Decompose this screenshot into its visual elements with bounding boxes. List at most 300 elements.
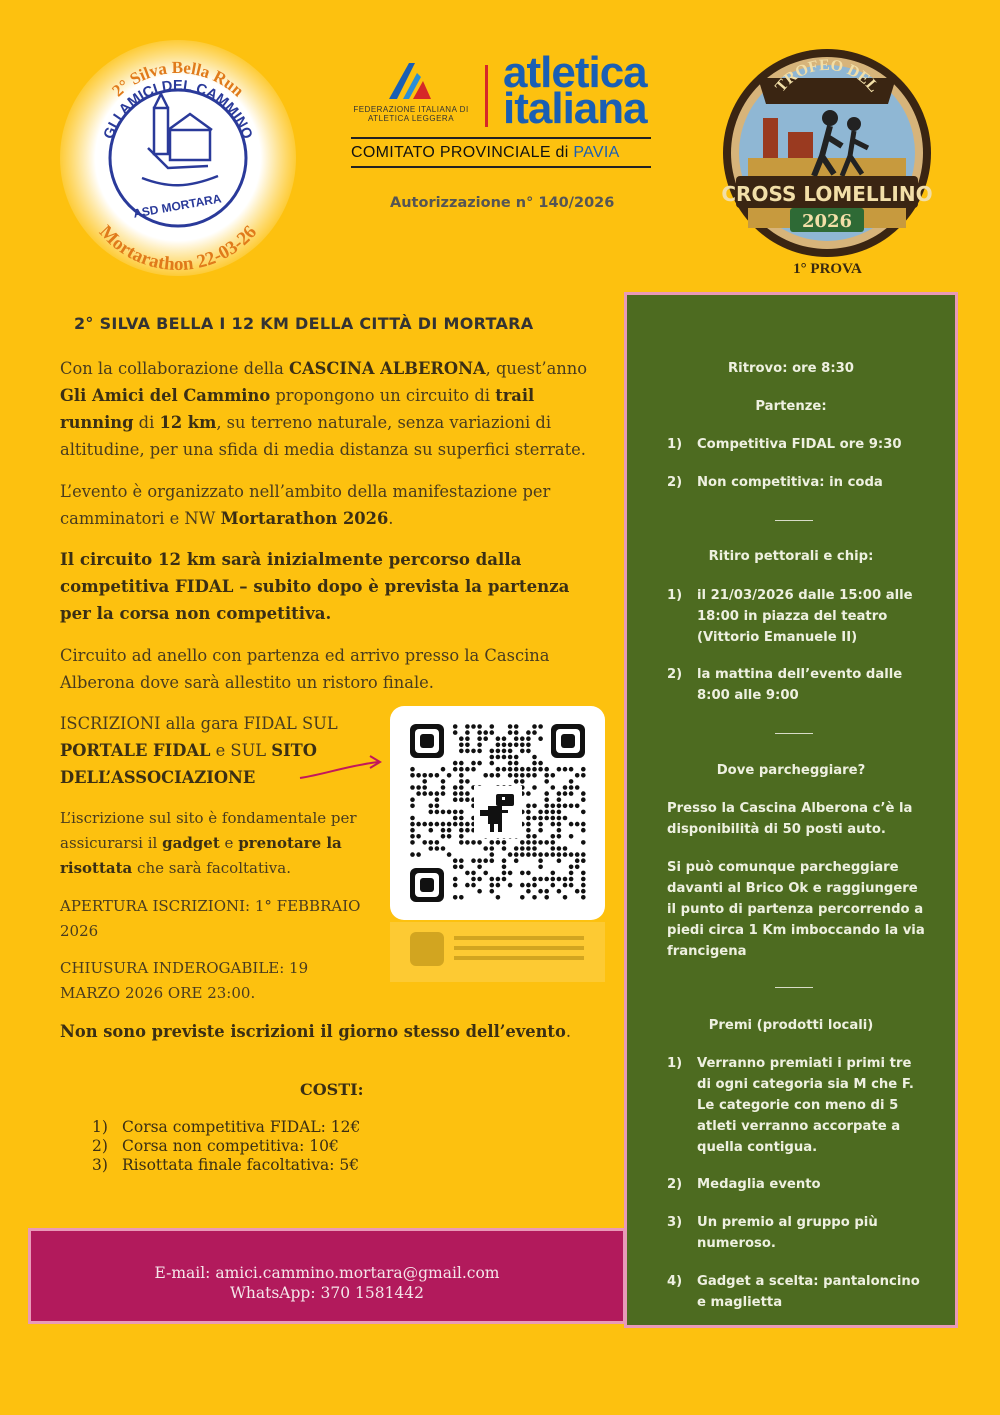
qr-module (551, 883, 556, 888)
cost-item: 1) Corsa competitiva FIDAL: 12€ (92, 1118, 361, 1136)
qr-module (502, 767, 507, 772)
qr-module (544, 840, 549, 845)
stage-label: 1° PROVA (793, 261, 862, 277)
qr-module (490, 889, 495, 894)
qr-module (490, 846, 495, 851)
registration-qr-code[interactable] (390, 706, 605, 920)
qr-module (453, 877, 458, 882)
separator (775, 520, 813, 521)
qr-module (502, 865, 507, 870)
qr-module (526, 889, 531, 894)
qr-module (410, 852, 415, 857)
qr-module (526, 871, 531, 876)
qr-module (538, 852, 543, 857)
qr-module (532, 840, 537, 845)
qr-module (514, 852, 519, 857)
qr-module (477, 858, 482, 863)
qr-module (569, 791, 574, 796)
qr-module (526, 828, 531, 833)
qr-module (532, 767, 537, 772)
qr-module (441, 767, 446, 772)
qr-module (514, 755, 519, 760)
opening-date: APERTURA ISCRIZIONI: 1° FEBBRAIO 2026 (60, 897, 361, 940)
qr-module (496, 755, 501, 760)
qr-module (490, 730, 495, 735)
qr-module (569, 834, 574, 839)
qr-module (502, 871, 507, 876)
qr-module (429, 791, 434, 796)
qr-module (581, 889, 586, 894)
qr-module (410, 840, 415, 845)
qr-module (459, 828, 464, 833)
qr-module (502, 846, 507, 851)
qr-module (447, 822, 452, 827)
qr-module (459, 797, 464, 802)
qr-module (544, 779, 549, 784)
qr-module (575, 773, 580, 778)
qr-module (581, 822, 586, 827)
qr-module (532, 883, 537, 888)
qr-module (477, 877, 482, 882)
qr-module (416, 822, 421, 827)
qr-module (508, 883, 513, 888)
qr-module (435, 840, 440, 845)
qr-module (490, 852, 495, 857)
qr-module (453, 724, 458, 729)
qr-module (465, 767, 470, 772)
qr-module (532, 761, 537, 766)
qr-module (422, 822, 427, 827)
qr-module (435, 791, 440, 796)
contact-box (28, 1228, 626, 1324)
qr-module (575, 804, 580, 809)
qr-module (477, 889, 482, 894)
qr-module (551, 846, 556, 851)
site-note-paragraph: L’iscrizione sul sito è fondamentale per assicurarsi il gadget e prenotare la risottata che sarà facoltativa. (60, 809, 357, 877)
qr-module (508, 767, 513, 772)
prize-item: 4) Gadget a scelta: pantaloncino e maglietta (667, 1274, 920, 1310)
qr-module (483, 846, 488, 851)
qr-module (459, 858, 464, 863)
qr-module (496, 749, 501, 754)
logo-right-arc: TROFEO DEL (772, 56, 882, 96)
qr-module (416, 785, 421, 790)
qr-module (569, 865, 574, 870)
qr-module (490, 724, 495, 729)
qr-module (465, 779, 470, 784)
qr-module (435, 822, 440, 827)
qr-module (575, 889, 580, 894)
qr-module (465, 797, 470, 802)
qr-module (538, 865, 543, 870)
qr-module (520, 743, 525, 748)
qr-module (459, 767, 464, 772)
qr-module (483, 730, 488, 735)
qr-module (459, 761, 464, 766)
qr-module (520, 779, 525, 784)
qr-module (496, 883, 501, 888)
qr-module (447, 834, 452, 839)
qr-module (416, 852, 421, 857)
qr-module (502, 743, 507, 748)
cost-item: 2) Corsa non competitiva: 10€ (92, 1137, 339, 1155)
qr-module (563, 877, 568, 882)
qr-module (490, 749, 495, 754)
logo-right-year: 2026 (801, 211, 853, 232)
qr-module (526, 810, 531, 815)
qr-module (544, 767, 549, 772)
qr-module (459, 779, 464, 784)
qr-module (563, 816, 568, 821)
qr-module (429, 846, 434, 851)
qr-module (435, 846, 440, 851)
qr-module (459, 785, 464, 790)
qr-module (453, 785, 458, 790)
qr-module (532, 785, 537, 790)
qr-module (557, 852, 562, 857)
qr-module (508, 749, 513, 754)
qr-module (429, 840, 434, 845)
qr-module (532, 895, 537, 900)
qr-module (551, 877, 556, 882)
qr-module (526, 804, 531, 809)
qr-module (520, 846, 525, 851)
parking-title: Dove parcheggiare? (716, 763, 866, 778)
qr-module (532, 724, 537, 729)
qr-module (459, 834, 464, 839)
qr-module (526, 883, 531, 888)
qr-module (575, 785, 580, 790)
qr-module (429, 810, 434, 815)
qr-module (441, 828, 446, 833)
qr-module (471, 883, 476, 888)
qr-module (490, 883, 495, 888)
qr-module (447, 828, 452, 833)
logo-left-arc-bottom: Mortarathon 22-03-26 (94, 221, 262, 276)
qr-module (544, 773, 549, 778)
qr-module (526, 846, 531, 851)
qr-module (526, 749, 531, 754)
qr-module (502, 736, 507, 741)
qr-module (471, 749, 476, 754)
qr-module (429, 804, 434, 809)
qr-module (508, 871, 513, 876)
qr-module (465, 749, 470, 754)
qr-module (538, 736, 543, 741)
qr-module (459, 791, 464, 796)
qr-module (581, 797, 586, 802)
qr-module (557, 810, 562, 815)
qr-module (557, 816, 562, 821)
qr-module (526, 767, 531, 772)
qr-module (453, 895, 458, 900)
qr-module (453, 858, 458, 863)
silva-bella-run-logo (58, 38, 298, 278)
qr-module (465, 828, 470, 833)
qr-module (453, 797, 458, 802)
qr-module (435, 773, 440, 778)
qr-module (581, 840, 586, 845)
qr-module (453, 816, 458, 821)
qr-module (551, 804, 556, 809)
qr-module (496, 736, 501, 741)
qr-module (496, 767, 501, 772)
qr-module (465, 791, 470, 796)
qr-module (441, 791, 446, 796)
qr-module (575, 822, 580, 827)
qr-module (453, 730, 458, 735)
qr-module (551, 785, 556, 790)
qr-module (563, 883, 568, 888)
qr-module (569, 767, 574, 772)
qr-module (459, 773, 464, 778)
qr-module (410, 785, 415, 790)
logo-left-club: ASD MORTARA (132, 191, 223, 221)
qr-module (526, 736, 531, 741)
qr-module (551, 834, 556, 839)
qr-module (471, 761, 476, 766)
qr-module (410, 828, 415, 833)
qr-module (557, 797, 562, 802)
qr-module (514, 779, 519, 784)
qr-module (514, 846, 519, 851)
qr-module (465, 736, 470, 741)
qr-module (490, 877, 495, 882)
start-item: 1) Competitiva FIDAL ore 9:30 (667, 437, 902, 452)
qr-module (538, 724, 543, 729)
qr-module (514, 761, 519, 766)
qr-module (532, 877, 537, 882)
qr-module (532, 834, 537, 839)
qr-module (416, 791, 421, 796)
qr-module (435, 797, 440, 802)
qr-module (520, 773, 525, 778)
qr-module (551, 810, 556, 815)
qr-module (551, 871, 556, 876)
qr-module (551, 840, 556, 845)
qr-module (410, 773, 415, 778)
qr-module (471, 858, 476, 863)
qr-module (538, 889, 543, 894)
start-item: 2) Non competitiva: in coda (667, 475, 883, 490)
qr-module (563, 785, 568, 790)
qr-module (520, 767, 525, 772)
qr-module (557, 804, 562, 809)
logo-left-arc-top: 2° Silva Bella Run (108, 57, 248, 101)
qr-module (477, 730, 482, 735)
fidal-committee: COMITATO PROVINCIALE di PAVIA (351, 137, 651, 168)
qr-module (502, 755, 507, 760)
qr-module (544, 791, 549, 796)
qr-module (526, 834, 531, 839)
qr-module (520, 749, 525, 754)
qr-module (459, 865, 464, 870)
qr-module (575, 858, 580, 863)
qr-module (490, 773, 495, 778)
qr-module (483, 871, 488, 876)
costs-title: COSTI: (300, 1080, 364, 1099)
qr-module (581, 852, 586, 857)
qr-module (410, 797, 415, 802)
qr-module (429, 828, 434, 833)
separator (775, 733, 813, 734)
qr-module (569, 779, 574, 784)
qr-module (459, 822, 464, 827)
qr-module (581, 895, 586, 900)
qr-module (496, 773, 501, 778)
bib-pickup-item: 2) la mattina dell’evento dalle 8:00 alle 9:00 (667, 667, 903, 703)
qr-module (526, 822, 531, 827)
qr-module (532, 730, 537, 735)
qr-module (441, 834, 446, 839)
qr-module (508, 755, 513, 760)
registration-paragraph: ISCRIZIONI alla gara FIDAL SUL PORTALE FIDAL e SUL SITO DELL’ASSOCIAZIONE (60, 714, 338, 787)
qr-module (422, 840, 427, 845)
qr-module (544, 852, 549, 857)
qr-module (563, 791, 568, 796)
qr-module (581, 828, 586, 833)
qr-module (514, 767, 519, 772)
qr-module (496, 840, 501, 845)
qr-module (532, 816, 537, 821)
qr-module (514, 724, 519, 729)
qr-module (447, 852, 452, 857)
info-panel (624, 292, 958, 1328)
qr-module (581, 791, 586, 796)
qr-module (410, 816, 415, 821)
qr-module (557, 889, 562, 894)
qr-module (477, 865, 482, 870)
authorization-number: Autorizzazione n° 140/2026 (390, 195, 615, 211)
qr-module (508, 773, 513, 778)
logo-right-name: CROSS LOMELLINO (721, 182, 933, 206)
qr-module (477, 743, 482, 748)
qr-module (465, 840, 470, 845)
qr-module (581, 810, 586, 815)
qr-module (422, 779, 427, 784)
qr-module (496, 877, 501, 882)
qr-module (563, 852, 568, 857)
contact-whatsapp[interactable]: WhatsApp: 370 1581442 (229, 1284, 425, 1302)
prizes-title: Premi (prodotti locali) (708, 1018, 874, 1033)
qr-module (441, 810, 446, 815)
qr-module (532, 804, 537, 809)
qr-module (508, 743, 513, 748)
qr-module (569, 871, 574, 876)
qr-module (557, 822, 562, 827)
qr-module (465, 883, 470, 888)
qr-module (514, 730, 519, 735)
qr-module (544, 797, 549, 802)
qr-module (514, 743, 519, 748)
qr-module (410, 834, 415, 839)
qr-module (532, 852, 537, 857)
qr-module (422, 785, 427, 790)
qr-module (538, 858, 543, 863)
qr-module (477, 724, 482, 729)
qr-module (435, 804, 440, 809)
qr-module (490, 858, 495, 863)
qr-module (459, 749, 464, 754)
qr-module (453, 791, 458, 796)
arrow-icon (296, 752, 386, 782)
qr-module (575, 865, 580, 870)
qr-module (435, 810, 440, 815)
qr-module (569, 785, 574, 790)
no-same-day-note: Non sono previste iscrizioni il giorno stesso dell’evento. (60, 1022, 572, 1041)
prize-item: 2) Medaglia evento (667, 1177, 821, 1192)
qr-module (477, 736, 482, 741)
qr-module (483, 773, 488, 778)
qr-module (551, 816, 556, 821)
qr-module (502, 749, 507, 754)
qr-module (471, 840, 476, 845)
qr-module (557, 767, 562, 772)
qr-module (471, 724, 476, 729)
qr-module (581, 858, 586, 863)
qr-module (581, 877, 586, 882)
qr-module (581, 767, 586, 772)
prize-item: 1) Verranno premiati i primi tre di ogni categoria sia M che F. Le categorie con meno di 5 atleti verranno accorpate a quella contigua. (667, 1056, 914, 1155)
page-title: 2° SILVA BELLA I 12 KM DELLA CITTÀ DI MORTARA (74, 314, 534, 333)
qr-module (459, 840, 464, 845)
bib-pickup-item: 1) il 21/03/2026 dalle 15:00 alle 18:00 in piazza del teatro (Vittorio Emanuele II) (667, 588, 913, 645)
qr-module (453, 865, 458, 870)
qr-module (544, 810, 549, 815)
qr-module (538, 810, 543, 815)
qr-module (520, 883, 525, 888)
qr-module (465, 743, 470, 748)
qr-module (544, 895, 549, 900)
qr-module (544, 816, 549, 821)
closing-date: CHIUSURA INDEROGABILE: 19 MARZO 2026 ORE 23:00. (60, 959, 309, 1002)
qr-module (557, 791, 562, 796)
qr-module (514, 858, 519, 863)
qr-module (471, 871, 476, 876)
starts-title: Partenze: (755, 399, 827, 414)
qr-module (465, 730, 470, 735)
qr-module (459, 736, 464, 741)
intro-paragraph: Con la collaborazione della CASCINA ALBERONA, quest’anno Gli Amici del Cammino propongono un circuito di trail running di 12 km, su terreno naturale, senza variazioni di altitudine, per una sfida di media distanza su superfici sterrate. (60, 359, 588, 459)
qr-module (453, 761, 458, 766)
logo-left-ring: GLI AMICI DEL CAMMINO (100, 77, 256, 142)
cross-lomellino-logo (718, 48, 936, 258)
qr-module (563, 767, 568, 772)
qr-reflection (390, 922, 605, 982)
parking-text: Si può comunque parcheggiare davanti al Brico Ok e raggiungere il punto di partenza percorrendo a piedi circa 1 Km imboccando la via francigena (667, 860, 925, 959)
qr-module (569, 804, 574, 809)
qr-module (581, 871, 586, 876)
qr-module (508, 730, 513, 735)
qr-module (581, 773, 586, 778)
qr-module (532, 755, 537, 760)
qr-module (453, 767, 458, 772)
qr-module (410, 804, 415, 809)
qr-module (459, 810, 464, 815)
qr-module (563, 804, 568, 809)
qr-module (453, 822, 458, 827)
qr-module (490, 755, 495, 760)
qr-module (514, 773, 519, 778)
qr-module (422, 791, 427, 796)
qr-module (453, 883, 458, 888)
qr-module (447, 773, 452, 778)
qr-module (429, 822, 434, 827)
contact-email[interactable]: E-mail: amici.cammino.mortara@gmail.com (154, 1264, 500, 1282)
event-paragraph: L’evento è organizzato nell’ambito della manifestazione per camminatori e NW Mortarathon 2026. (60, 482, 551, 528)
qr-module (544, 877, 549, 882)
qr-module (538, 767, 543, 772)
